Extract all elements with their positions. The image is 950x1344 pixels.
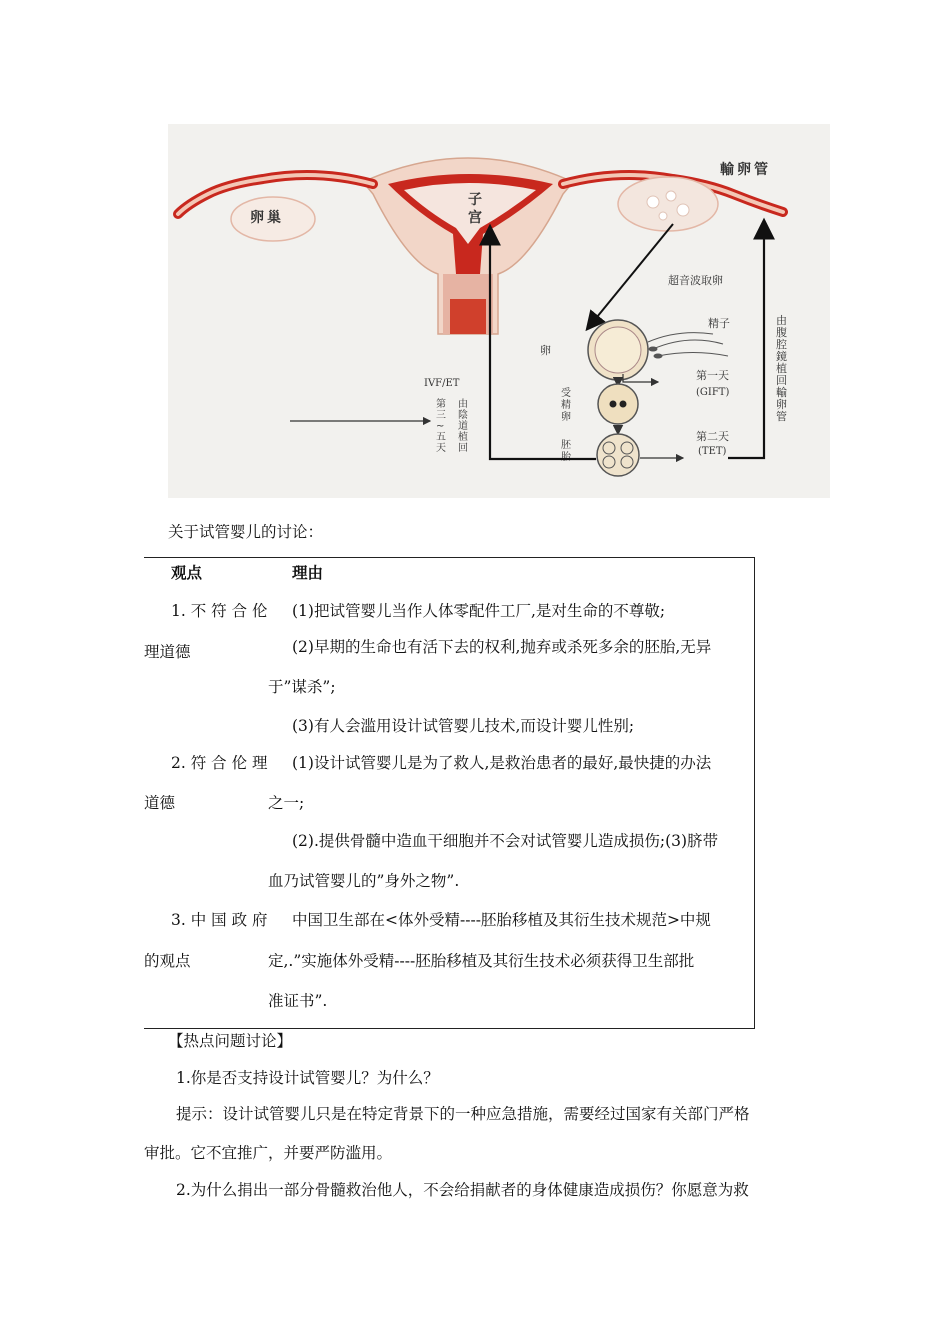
svg-text:三: 三: [436, 410, 446, 421]
svg-text:輸: 輸: [776, 386, 787, 399]
header-reason: 理由: [292, 563, 324, 582]
embryo-label-1: 胚: [561, 440, 571, 451]
day35-label: [436, 397, 446, 454]
uterus-label-2: 宫: [468, 210, 482, 226]
svg-text:植: 植: [776, 362, 787, 375]
day2-label: 第二天: [696, 430, 729, 443]
svg-text:鏡: 鏡: [776, 350, 787, 363]
row1-reason-1: (1)把试管婴儿当作人体零配件工厂,是对生命的不尊敬;: [292, 602, 666, 620]
uterus-label-1: 子: [468, 192, 482, 208]
question-2: 2.为什么捐出一部分骨髓救治他人，不会给捐献者的身体健康造成损伤？你愿意为救: [176, 1181, 749, 1199]
fertilized-egg: [598, 384, 638, 424]
row2-view-b: 道德: [144, 794, 176, 812]
svg-text:~: ~: [436, 421, 445, 432]
vaginal-label: [458, 397, 468, 454]
svg-text:道: 道: [458, 421, 468, 432]
hint-line-2: 审批。它不宜推广，并要严防滥用。: [144, 1144, 393, 1162]
svg-text:五: 五: [436, 432, 446, 443]
gift-label: (GIFT): [696, 387, 730, 398]
row1-reason-2b: 于”谋杀”;: [268, 678, 336, 696]
header-view: 观点: [171, 563, 203, 582]
row3-reason-b: 定,.”实施体外受精----胚胎移植及其衍生技术必须获得卫生部批: [268, 952, 695, 970]
row3-view-b: 的观点: [144, 952, 191, 970]
svg-text:由: 由: [458, 399, 468, 410]
ultrasound-arrow: [588, 224, 673, 328]
right-ovary: [618, 177, 718, 231]
ivf-diagram-svg: [168, 124, 830, 498]
egg-label: 卵: [540, 344, 551, 357]
laparoscope-label: [776, 313, 787, 423]
row2-reason-2a: (2).提供骨髓中造血干细胞并不会对试管婴儿造成损伤;(3)脐带: [292, 832, 719, 850]
uterus-illustration: [178, 158, 783, 334]
row1-view-b: 理道德: [144, 643, 191, 661]
laparoscope-arrow: [728, 222, 764, 458]
svg-text:腹: 腹: [776, 326, 787, 339]
svg-text:由: 由: [776, 314, 787, 327]
ivf-diagram: [168, 124, 830, 498]
row3-reason-c: 准证书”.: [268, 992, 328, 1010]
svg-text:卵: 卵: [776, 398, 787, 411]
svg-text:陰: 陰: [458, 410, 468, 421]
svg-text:植: 植: [458, 432, 468, 443]
sperm-illustration: [648, 333, 728, 358]
svg-text:腔: 腔: [776, 338, 787, 351]
ultrasound-label: 超音波取卵: [668, 274, 723, 287]
row3-view-a: 3. 中 国 政 府: [171, 911, 268, 929]
hint-line-1: 提示：设计试管婴儿只是在特定背景下的一种应急措施，需要经过国家有关部门严格: [176, 1105, 750, 1123]
intro-text: 关于试管婴儿的讨论：: [168, 523, 324, 541]
svg-text:第: 第: [436, 399, 446, 410]
ivfet-label: IVF/ET: [424, 378, 460, 389]
ovary-label: 卵巢: [250, 210, 284, 226]
tube-label: 輸卵管: [720, 162, 771, 178]
svg-text:回: 回: [458, 443, 468, 454]
svg-text:回: 回: [776, 374, 787, 387]
embryo: [597, 434, 639, 476]
row3-reason-a: 中国卫生部在<体外受精----胚胎移植及其衍生技术规范>中规: [292, 911, 711, 929]
question-1: 1.你是否支持设计试管婴儿？为什么？: [176, 1069, 439, 1087]
row2-view-a: 2. 符 合 伦 理: [171, 754, 268, 772]
row2-reason-2b: 血乃试管婴儿的”身外之物”.: [268, 872, 460, 890]
row1-reason-2a: (2)早期的生命也有活下去的权利,抛弃或杀死多余的胚胎,无异: [292, 638, 712, 656]
tet-label: (TET): [698, 446, 727, 457]
day1-label: 第一天: [696, 369, 729, 382]
svg-text:管: 管: [776, 410, 787, 423]
row1-reason-3: (3)有人会滥用设计试管婴儿技术,而设计婴儿性别;: [292, 717, 635, 735]
row2-reason-1b: 之一;: [268, 794, 305, 812]
fertilized-label-1: 受: [561, 388, 571, 399]
row2-reason-1a: (1)设计试管婴儿是为了救人,是救治患者的最好,最快捷的办法: [292, 754, 712, 772]
fertilized-label-2: 精: [561, 400, 571, 411]
fertilized-label-3: 卵: [561, 412, 571, 423]
sperm-label: 精子: [708, 317, 730, 330]
svg-text:天: 天: [436, 443, 446, 454]
hot-topic-title: 【热点问题讨论】: [168, 1032, 293, 1050]
embryo-label-2: 胎: [561, 452, 571, 463]
row1-view-a: 1. 不 符 合 伦: [171, 602, 268, 620]
